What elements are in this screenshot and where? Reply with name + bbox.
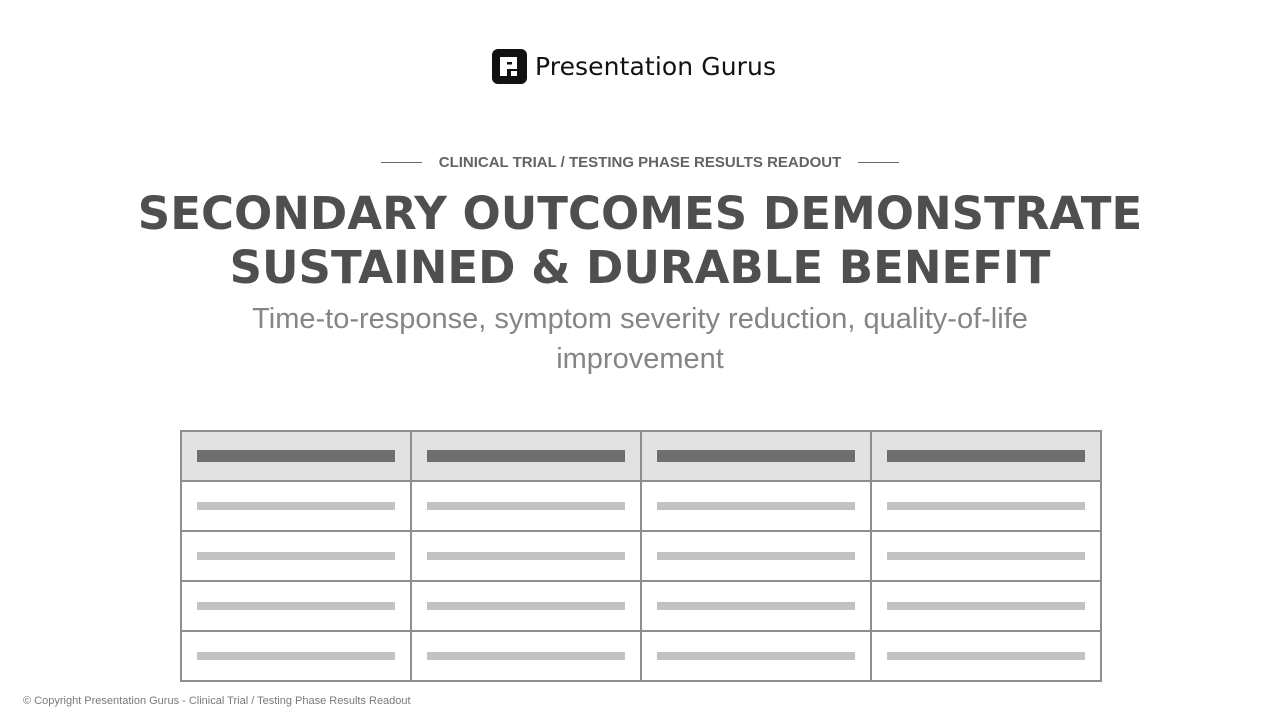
table-cell bbox=[641, 531, 871, 581]
table-row bbox=[181, 481, 1101, 531]
cell-placeholder-bar bbox=[887, 502, 1085, 510]
slide-subtitle-line-1: Time-to-response, symptom severity reduction, quality-of-life bbox=[252, 303, 1028, 335]
table-cell bbox=[411, 481, 641, 531]
cell-placeholder-bar bbox=[427, 552, 625, 560]
header-placeholder-bar bbox=[657, 450, 855, 462]
eyebrow-divider-right bbox=[858, 162, 899, 163]
cell-placeholder-bar bbox=[427, 502, 625, 510]
table-cell bbox=[411, 531, 641, 581]
header-placeholder-bar bbox=[427, 450, 625, 462]
table-header-row bbox=[181, 431, 1101, 481]
table-row bbox=[181, 631, 1101, 681]
table-cell bbox=[411, 581, 641, 631]
cell-placeholder-bar bbox=[197, 602, 395, 610]
cell-placeholder-bar bbox=[427, 602, 625, 610]
table-cell bbox=[871, 531, 1101, 581]
cell-placeholder-bar bbox=[197, 652, 395, 660]
slide-subtitle bbox=[180, 299, 1100, 379]
results-table bbox=[180, 430, 1102, 682]
table-header-cell bbox=[641, 431, 871, 481]
table-header-cell bbox=[411, 431, 641, 481]
slide-title-line-1: SECONDARY OUTCOMES DEMONSTRATE bbox=[137, 187, 1143, 240]
placeholder-table bbox=[180, 430, 1102, 682]
table-cell bbox=[181, 481, 411, 531]
cell-placeholder-bar bbox=[657, 502, 855, 510]
eyebrow-divider-left bbox=[381, 162, 422, 163]
cell-placeholder-bar bbox=[887, 602, 1085, 610]
eyebrow-text: CLINICAL TRIAL / TESTING PHASE RESULTS READOUT bbox=[438, 153, 842, 171]
cell-placeholder-bar bbox=[657, 602, 855, 610]
cell-placeholder-bar bbox=[887, 652, 1085, 660]
cell-placeholder-bar bbox=[887, 552, 1085, 560]
cell-placeholder-bar bbox=[657, 552, 855, 560]
brand-logo bbox=[492, 48, 776, 84]
table-cell bbox=[641, 481, 871, 531]
slide-title-line-2: SUSTAINED & DURABLE BENEFIT bbox=[229, 241, 1051, 294]
cell-placeholder-bar bbox=[427, 652, 625, 660]
section-eyebrow bbox=[0, 150, 1280, 174]
slide-title bbox=[100, 187, 1180, 295]
table-cell bbox=[181, 581, 411, 631]
copyright-footer: © Copyright Presentation Gurus - Clinical Trial / Testing Phase Results Readout bbox=[23, 695, 411, 707]
cell-placeholder-bar bbox=[197, 552, 395, 560]
table-cell bbox=[871, 631, 1101, 681]
brand-name: Presentation Gurus bbox=[535, 51, 777, 81]
table-header-cell bbox=[871, 431, 1101, 481]
table-cell bbox=[641, 581, 871, 631]
table-row bbox=[181, 581, 1101, 631]
cell-placeholder-bar bbox=[657, 652, 855, 660]
table-cell bbox=[181, 531, 411, 581]
table-cell bbox=[641, 631, 871, 681]
header-placeholder-bar bbox=[197, 450, 395, 462]
slide-subtitle-line-2: improvement bbox=[556, 343, 724, 375]
table-cell bbox=[411, 631, 641, 681]
table-cell bbox=[871, 481, 1101, 531]
cell-placeholder-bar bbox=[197, 502, 395, 510]
header-placeholder-bar bbox=[887, 450, 1085, 462]
table-row bbox=[181, 531, 1101, 581]
table-header-cell bbox=[181, 431, 411, 481]
presentation-gurus-logo-icon bbox=[492, 49, 527, 84]
table-cell bbox=[871, 581, 1101, 631]
table-cell bbox=[181, 631, 411, 681]
